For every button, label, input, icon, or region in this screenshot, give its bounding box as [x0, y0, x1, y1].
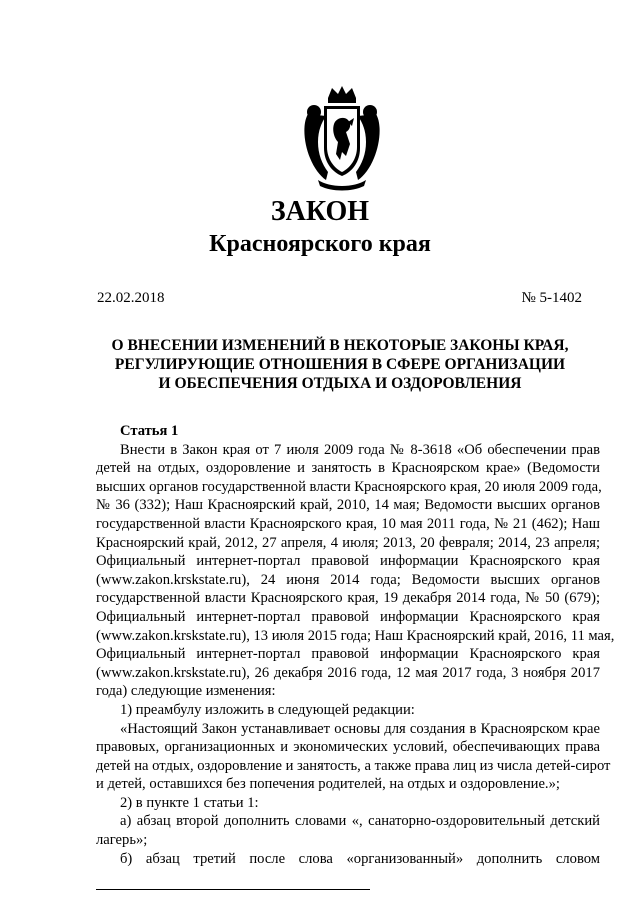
heading-line: О ВНЕСЕНИИ ИЗМЕНЕНИЙ В НЕКОТОРЫЕ ЗАКОНЫ КРАЯ,	[111, 337, 569, 354]
law-date: 22.02.2018	[97, 290, 165, 306]
text-line: года) следующие изменения:	[96, 683, 276, 700]
text-line: правовых, организационных и экономических условий, обеспечивающих права	[96, 739, 600, 756]
text-line: № 36 (332); Наш Красноярский край, 2010, 14 мая; Ведомости высших органов	[96, 497, 600, 514]
text-line: а) абзац второй дополнить словами «, санаторно-оздоровительный детский	[120, 813, 600, 830]
text-line: лагерь»;	[96, 832, 148, 849]
text-line: государственной власти Красноярского края, 10 мая 2011 года, № 21 (462); Наш	[96, 515, 600, 532]
text-line: Официальный интернет-портал правовой информации Красноярского края	[96, 553, 600, 570]
text-line: 2) в пункте 1 статьи 1:	[120, 794, 259, 811]
text-line: (www.zakon.krskstate.ru), 24 июня 2014 года; Ведомости высших органов	[96, 571, 600, 588]
law-subtitle: Красноярского края	[209, 231, 431, 257]
text-line: высших органов государственной власти Красноярского края, 20 июля 2009 года,	[96, 478, 602, 495]
law-heading	[90, 336, 590, 393]
law-title: ЗАКОН	[270, 196, 370, 227]
law-number: № 5-1402	[521, 290, 582, 306]
article-label: Статья 1	[120, 423, 179, 439]
text-line: б) абзац третий после слова «организованный» дополнить словом	[120, 850, 600, 867]
text-line: Красноярский край, 2012, 27 апреля, 4 июля; 2013, 20 февраля; 2014, 23 апреля;	[96, 534, 600, 551]
text-line: детей на отдых, оздоровление и занятость, а также права лиц из числа детей-сирот	[96, 757, 611, 774]
text-line: Официальный интернет-портал правовой информации Красноярского края	[96, 608, 600, 625]
text-line: (www.zakon.krskstate.ru), 13 июля 2015 года; Наш Красноярский край, 2016, 11 мая,	[96, 627, 615, 644]
text-line: 1) преамбулу изложить в следующей редакции:	[120, 701, 415, 718]
text-line: Официальный интернет-портал правовой информации Красноярского края	[96, 646, 600, 663]
text-line: (www.zakon.krskstate.ru), 26 декабря 2016 года, 12 мая 2017 года, 3 ноября 2017	[96, 664, 600, 681]
text-line: «Настоящий Закон устанавливает основы для создания в Красноярском крае	[120, 720, 600, 737]
text-line: детей на отдых, оздоровление и занятость в Красноярском крае» (Ведомости	[96, 460, 600, 477]
text-line: и детей, оставшихся без попечения родителей, на отдых и оздоровление.»;	[96, 776, 560, 793]
text-line: Внести в Закон края от 7 июля 2009 года № 8-3618 «Об обеспечении прав	[120, 441, 600, 458]
article-body	[96, 422, 615, 868]
krasnoyarsk-coat-of-arms-icon	[298, 84, 386, 192]
footnote-divider	[96, 889, 370, 890]
text-line: государственной власти Красноярского края, 19 декабря 2014 года, № 50 (679);	[96, 590, 600, 607]
heading-line: И ОБЕСПЕЧЕНИЯ ОТДЫХА И ОЗДОРОВЛЕНИЯ	[158, 375, 522, 392]
heading-line: РЕГУЛИРУЮЩИЕ ОТНОШЕНИЯ В СФЕРЕ ОРГАНИЗАЦИИ	[114, 356, 566, 373]
